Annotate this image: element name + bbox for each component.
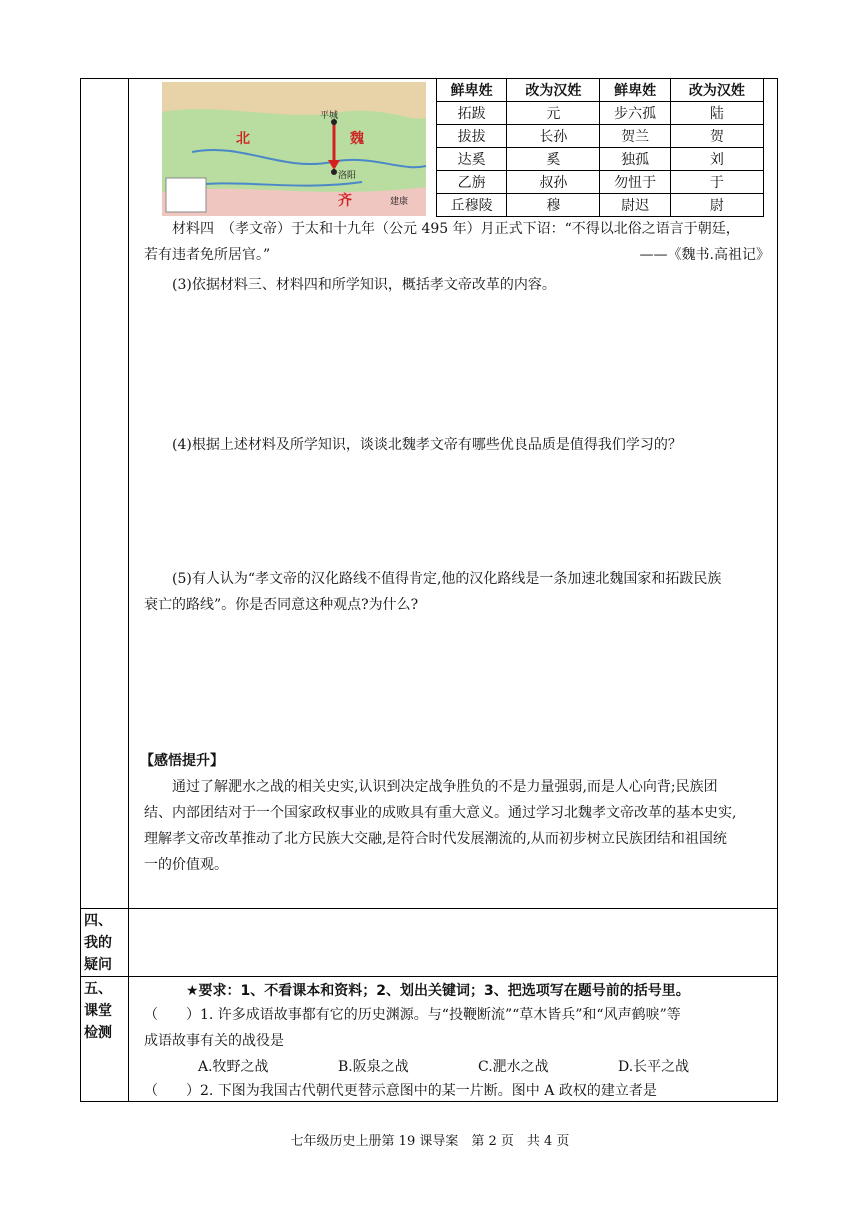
table-row: [437, 148, 764, 171]
table-cell: 奚: [507, 148, 600, 171]
section4-label-line: 我的: [84, 935, 112, 951]
section4-label-line: 疑问: [84, 957, 112, 973]
section5-label-line: 五、: [84, 981, 112, 997]
question-1-line1: （ ）1. 许多成语故事都有它的历史渊源。与“投鞭断流”“草木皆兵”和“风声鹤唳”等: [144, 1007, 681, 1023]
question-2: （ ）2. 下图为我国古代朝代更替示意图中的某一片断。图中 A 政权的建立者是: [144, 1083, 657, 1099]
table-cell: 尉: [670, 194, 763, 217]
question-5-line2: 衰亡的路线”。你是否同意这种观点?为什么?: [144, 597, 419, 613]
header-cell: 鲜卑姓: [600, 79, 670, 102]
table-cell: 勿忸于: [600, 171, 670, 194]
material4-line2: 若有违者免所居官。”: [144, 247, 271, 263]
section5-label: [84, 978, 124, 1044]
insight-line: 理解孝文帝改革推动了北方民族大交融,是符合时代发展潮流的,从而初步树立民族团结和祖国统: [144, 831, 727, 847]
requirement-note: ★要求：1、不看课本和资料；2、划出关键词；3、把选项写在题号前的括号里。: [186, 983, 690, 999]
page-footer: 七年级历史上册第 19 课导案 第 2 页 共 4 页: [290, 1134, 570, 1149]
northern-wei-map: [162, 82, 426, 216]
map-city-jiankang: 建康: [390, 197, 409, 207]
map-label-wei: 魏: [350, 131, 364, 147]
header-cell: 鲜卑姓: [437, 79, 507, 102]
material4-line1: 材料四 （孝文帝）于太和十九年（公元 495 年）月正式下诏：“不得以北俗之语言于朝廷，: [172, 221, 740, 237]
table-cell: 元: [507, 102, 600, 125]
table-cell: 丘穆陵: [437, 194, 507, 217]
table-header-row: [437, 79, 764, 102]
table-cell: 贺兰: [600, 125, 670, 148]
insight-line: 一的价值观。: [144, 857, 228, 873]
insight-line: 通过了解淝水之战的相关史实,认识到决定战争胜负的不是力量强弱,而是人心向背;民族团: [172, 779, 718, 795]
section5-label-line: 检测: [84, 1025, 112, 1041]
table-row: [437, 125, 764, 148]
material4-source: ——《魏书.高祖记》: [639, 247, 770, 263]
table-cell: 步六孤: [600, 102, 670, 125]
map-label-qi: 齐: [338, 193, 352, 209]
table-cell: 陆: [670, 102, 763, 125]
surname-table: [436, 78, 764, 217]
section4-label-line: 四、: [84, 913, 112, 929]
table-cell: 叔孙: [507, 171, 600, 194]
section5-label-line: 课堂: [84, 1003, 112, 1019]
row-divider: [80, 908, 778, 909]
option-c[interactable]: C.淝水之战: [478, 1059, 549, 1075]
question-3: (3)依据材料三、材料四和所学知识，概括孝文帝改革的内容。: [172, 277, 556, 293]
map-city-pingcheng: 平城: [320, 111, 339, 121]
table-cell: 拓跋: [437, 102, 507, 125]
table-cell: 尉迟: [600, 194, 670, 217]
option-b[interactable]: B.阪泉之战: [338, 1059, 409, 1075]
option-d[interactable]: D.长平之战: [618, 1059, 690, 1075]
table-cell: 长孙: [507, 125, 600, 148]
question-1-line2: 成语故事有关的战役是: [144, 1033, 284, 1049]
option-a[interactable]: A.牧野之战: [198, 1059, 269, 1075]
table-row: [437, 102, 764, 125]
section4-label: [84, 910, 124, 976]
table-cell: 独孤: [600, 148, 670, 171]
table-cell: 达奚: [437, 148, 507, 171]
table-row: [437, 194, 764, 217]
table-cell: 拔拔: [437, 125, 507, 148]
table-cell: 乙旃: [437, 171, 507, 194]
table-cell: 刘: [670, 148, 763, 171]
row-divider: [80, 976, 778, 977]
map-city-luoyang: 洛阳: [338, 171, 357, 181]
question-4: (4)根据上述材料及所学知识，谈谈北魏孝文帝有哪些优良品质是值得我们学习的？: [172, 437, 682, 453]
question-5-line1: (5)有人认为“孝文帝的汉化路线不值得肯定,他的汉化路线是一条加速北魏国家和拓跋民族: [172, 571, 722, 587]
question-1-options: [198, 1054, 822, 1080]
map-label-north: 北: [236, 131, 250, 147]
header-cell: 改为汉姓: [507, 79, 600, 102]
table-row: [437, 171, 764, 194]
insight-title: 【感悟提升】: [140, 753, 224, 769]
column-divider: [128, 78, 129, 1102]
table-cell: 于: [670, 171, 763, 194]
table-cell: 贺: [670, 125, 763, 148]
insight-line: 结、内部团结对于一个国家政权事业的成败具有重大意义。通过学习北魏孝文帝改革的基本史实,: [144, 805, 737, 821]
table-cell: 穆: [507, 194, 600, 217]
header-cell: 改为汉姓: [670, 79, 763, 102]
